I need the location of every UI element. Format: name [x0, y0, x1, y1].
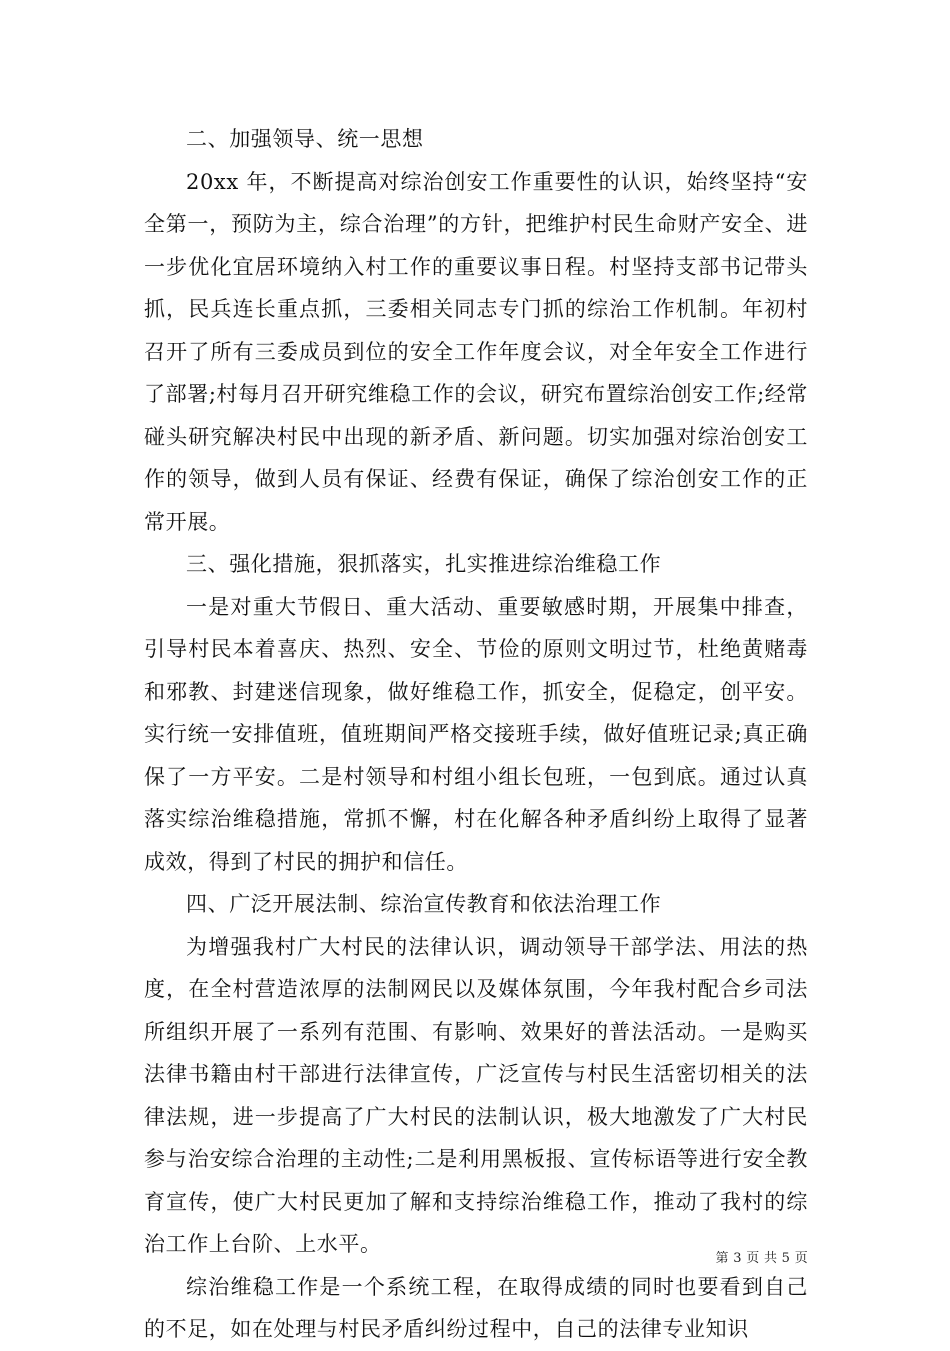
body-paragraph: 综治维稳工作是一个系统工程，在取得成绩的同时也要看到自己的不足，如在处理与村民矛盾纠纷过程中，自己的法律专业知识 [144, 1274, 808, 1341]
section-heading-2: 二、加强领导、统一思想 [186, 127, 424, 151]
page-number-footer: 第 3 页 共 5 页 [715, 1251, 808, 1266]
section-heading-4: 四、广泛开展法制、综治宣传教育和依法治理工作 [186, 892, 662, 916]
body-paragraph: 为增强我村广大村民的法律认识，调动领导干部学法、用法的热度，在全村营造浓厚的法制网民以及媒体氛围，今年我村配合乡司法所组织开展了一系列有范围、有影响、效果好的普法活动。一是购买法律书籍由村干部进行法律宣传，广泛宣传与村民生活密切相关的法律法规，进一步提高了广大村民的法制认识，极大地激发了广大村民参与治安综合治理的主动性;二是利用黑板报、宣传标语等进行安全教育宣传，使广大村民更加了解和支持综治维稳工作，推动了我村的综治工作上台阶、上水平。 [144, 934, 808, 1256]
body-paragraph: 一是对重大节假日、重大活动、重要敏感时期，开展集中排查，引导村民本着喜庆、热烈、安全、节俭的原则文明过节，杜绝黄赌毒和邪教、封建迷信现象，做好维稳工作，抓安全，促稳定，创平安。实行统一安排值班，值班期间严格交接班手续，做好值班记录;真正确保了一方平安。二是村领导和村组小组长包班，一包到底。通过认真落实综治维稳措施，常抓不懈，村在化解各种矛盾纠纷上取得了显著成效，得到了村民的拥护和信任。 [144, 594, 808, 874]
body-paragraph: 20xx 年，不断提高对综治创安工作重要性的认识，始终坚持“安全第一，预防为主，综合治理”的方针，把维护村民生命财产安全、进一步优化宜居环境纳入村工作的重要议事日程。村坚持支部书记带头抓，民兵连长重点抓，三委相关同志专门抓的综治工作机制。年初村召开了所有三委成员到位的安全工作年度会议，对全年安全工作进行了部署;村每月召开研究维稳工作的会议，研究布置综治创安工作;经常碰头研究解决村民中出现的新矛盾、新问题。切实加强对综治创安工作的领导，做到人员有保证、经费有保证，确保了综治创安工作的正常开展。 [144, 169, 808, 534]
document-body [144, 118, 808, 1351]
section-heading-3: 三、强化措施，狠抓落实，扎实推进综治维稳工作 [186, 552, 662, 576]
